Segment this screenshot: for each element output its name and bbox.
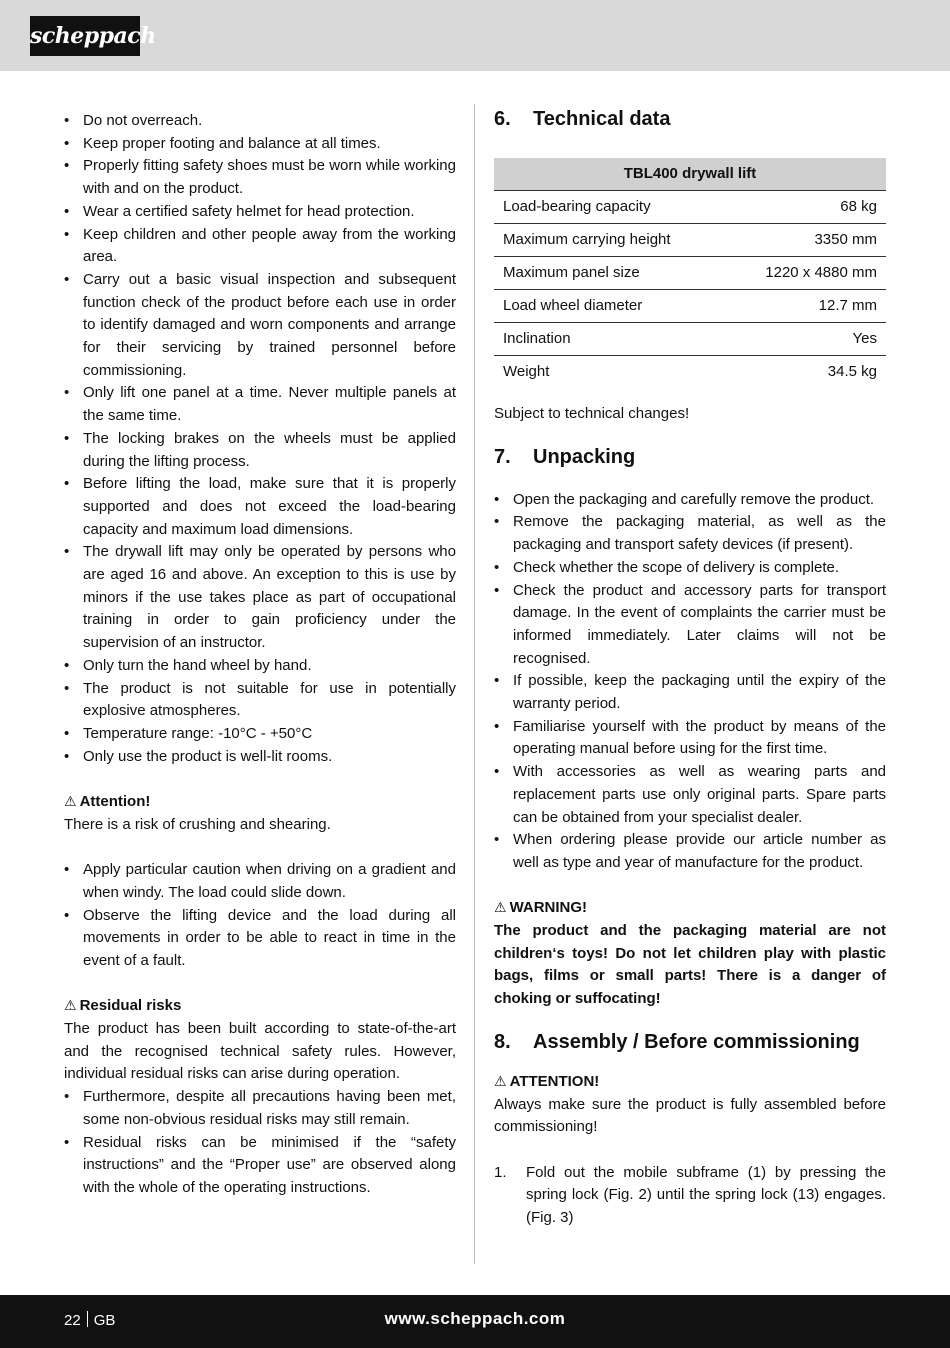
list-item: • Temperature range: -10°C - +50°C: [64, 723, 456, 746]
warning-icon: ⚠: [494, 1073, 507, 1090]
attention-heading: ⚠ Attention!: [64, 793, 151, 811]
list-item: • Only turn the hand wheel by hand.: [64, 655, 456, 678]
attention2-text: Always make sure the product is fully assembled before commissioning!: [494, 1095, 886, 1136]
page-footer: [0, 1295, 950, 1348]
list-item: • Do not overreach.: [64, 110, 456, 133]
section-heading-assembly: 8. Assembly / Before commissioning: [494, 1030, 860, 1053]
list-item: • With accessories as well as wearing parts and replacement parts use only original parts. Spare parts can be obtained from your specialist dealer.: [494, 761, 886, 829]
warning-icon: ⚠: [494, 900, 507, 917]
section-heading-unpacking: 7. Unpacking: [494, 445, 636, 468]
table-row: Load wheel diameter 12.7 mm: [494, 289, 886, 322]
technical-data-table: [494, 158, 886, 388]
warning-icon: ⚠: [64, 794, 77, 811]
list-item: • Furthermore, despite all precautions having been met, some non-obvious residual risks may still remain.: [64, 1086, 456, 1131]
table-row: Maximum carrying height 3350 mm: [494, 223, 886, 256]
list-item: • Open the packaging and carefully remove the product.: [494, 489, 886, 512]
list-item: • Keep proper footing and balance at all times.: [64, 133, 456, 156]
table-row: Weight 34.5 kg: [503, 363, 877, 381]
list-item: 1. Fold out the mobile subframe (1) by pressing the spring lock (Fig. 2) until the spring lock (13) engages. (Fig. 3): [494, 1163, 886, 1227]
attention-text: There is a risk of crushing and shearing.: [64, 815, 331, 833]
residual-bullet-list: [64, 1086, 456, 1200]
list-item: • Check the product and accessory parts for transport damage. In the event of complaints the carrier must be informed immediately. Later claims will not be recognised.: [494, 580, 886, 671]
attention2-heading: ⚠ ATTENTION!: [494, 1072, 600, 1090]
residual-risks-text: The product has been built according to state-of-the-art and the recognised technical safety rules. However, individual residual risks can arise during operation.: [64, 1020, 456, 1083]
page-number: 22 GB: [64, 1312, 116, 1329]
table-row: Load-bearing capacity 68 kg: [494, 190, 886, 223]
list-item: • Only lift one panel at a time. Never multiple panels at the same time.: [64, 382, 456, 427]
list-item: • Familiarise yourself with the product by means of the operating manual before using for the first time.: [494, 716, 886, 761]
list-item: • The product is not suitable for use in potentially explosive atmospheres.: [64, 678, 456, 723]
list-item: • If possible, keep the packaging until the expiry of the warranty period.: [494, 670, 886, 715]
list-item: • Keep children and other people away from the working area.: [64, 224, 456, 269]
left-column: [64, 110, 456, 1200]
table-row: Inclination Yes: [494, 322, 886, 355]
residual-risks-heading: ⚠ Residual risks: [64, 997, 182, 1015]
list-item: • Check whether the scope of delivery is complete.: [494, 557, 886, 580]
safety-bullet-list: [64, 110, 456, 768]
list-item: • Only use the product is well-lit rooms.: [64, 746, 456, 769]
page-header: [0, 0, 950, 71]
list-item: • Observe the lifting device and the load during all movements in order to be able to react in time in the event of a fault.: [64, 905, 456, 973]
list-item: • Before lifting the load, make sure that it is properly supported and does not exceed the load-bearing capacity and maximum load dimensions.: [64, 473, 456, 541]
assembly-steps: [494, 1162, 886, 1230]
table-row: Maximum panel size 1220 x 4880 mm: [494, 256, 886, 289]
subject-note: Subject to technical changes!: [494, 405, 690, 422]
list-item: • Remove the packaging material, as well as the packaging and transport safety devices (if present).: [494, 511, 886, 556]
section-heading-technical-data: 6. Technical data: [494, 108, 671, 130]
list-item: • When ordering please provide our article number as well as type and year of manufacture for the product.: [494, 829, 886, 874]
list-item: • Apply particular caution when driving on a gradient and when windy. The load could slide down.: [64, 859, 456, 904]
list-item: • The locking brakes on the wheels must be applied during the lifting process.: [64, 428, 456, 473]
list-item: • Properly fitting safety shoes must be worn while working with and on the product.: [64, 155, 456, 200]
warning-icon: ⚠: [64, 998, 77, 1015]
unpacking-bullet-list: [494, 489, 886, 875]
list-item: • The drywall lift may only be operated by persons who are aged 16 and above. An exception to this is use by minors if the use takes place as part of occupational training in order to gain proficiency under the supervision of an instructor.: [64, 541, 456, 655]
caution-bullet-list: [64, 859, 456, 973]
scheppach-logo: scheppach: [30, 16, 140, 56]
warning-text: The product and the packaging material are not children‘s toys! Do not let children play with plastic bags, films or small parts! There is a danger of choking or suffocating!: [494, 922, 886, 1008]
table-header: TBL400 drywall lift: [494, 158, 886, 190]
list-item: • Carry out a basic visual inspection and subsequent function check of the product before each use in order to identify damaged and worn components and arrange for their servicing by trained personnel before commissioning.: [64, 269, 456, 383]
warning-heading: ⚠ WARNING!: [494, 899, 588, 917]
list-item: • Wear a certified safety helmet for head protection.: [64, 201, 456, 224]
list-item: • Residual risks can be minimised if the “safety instructions” and the “Proper use” are observed along with the whole of the operating instructions.: [64, 1132, 456, 1200]
website-link[interactable]: www.scheppach.com: [384, 1309, 566, 1328]
right-column: [494, 104, 886, 1230]
column-divider: [474, 104, 475, 1264]
